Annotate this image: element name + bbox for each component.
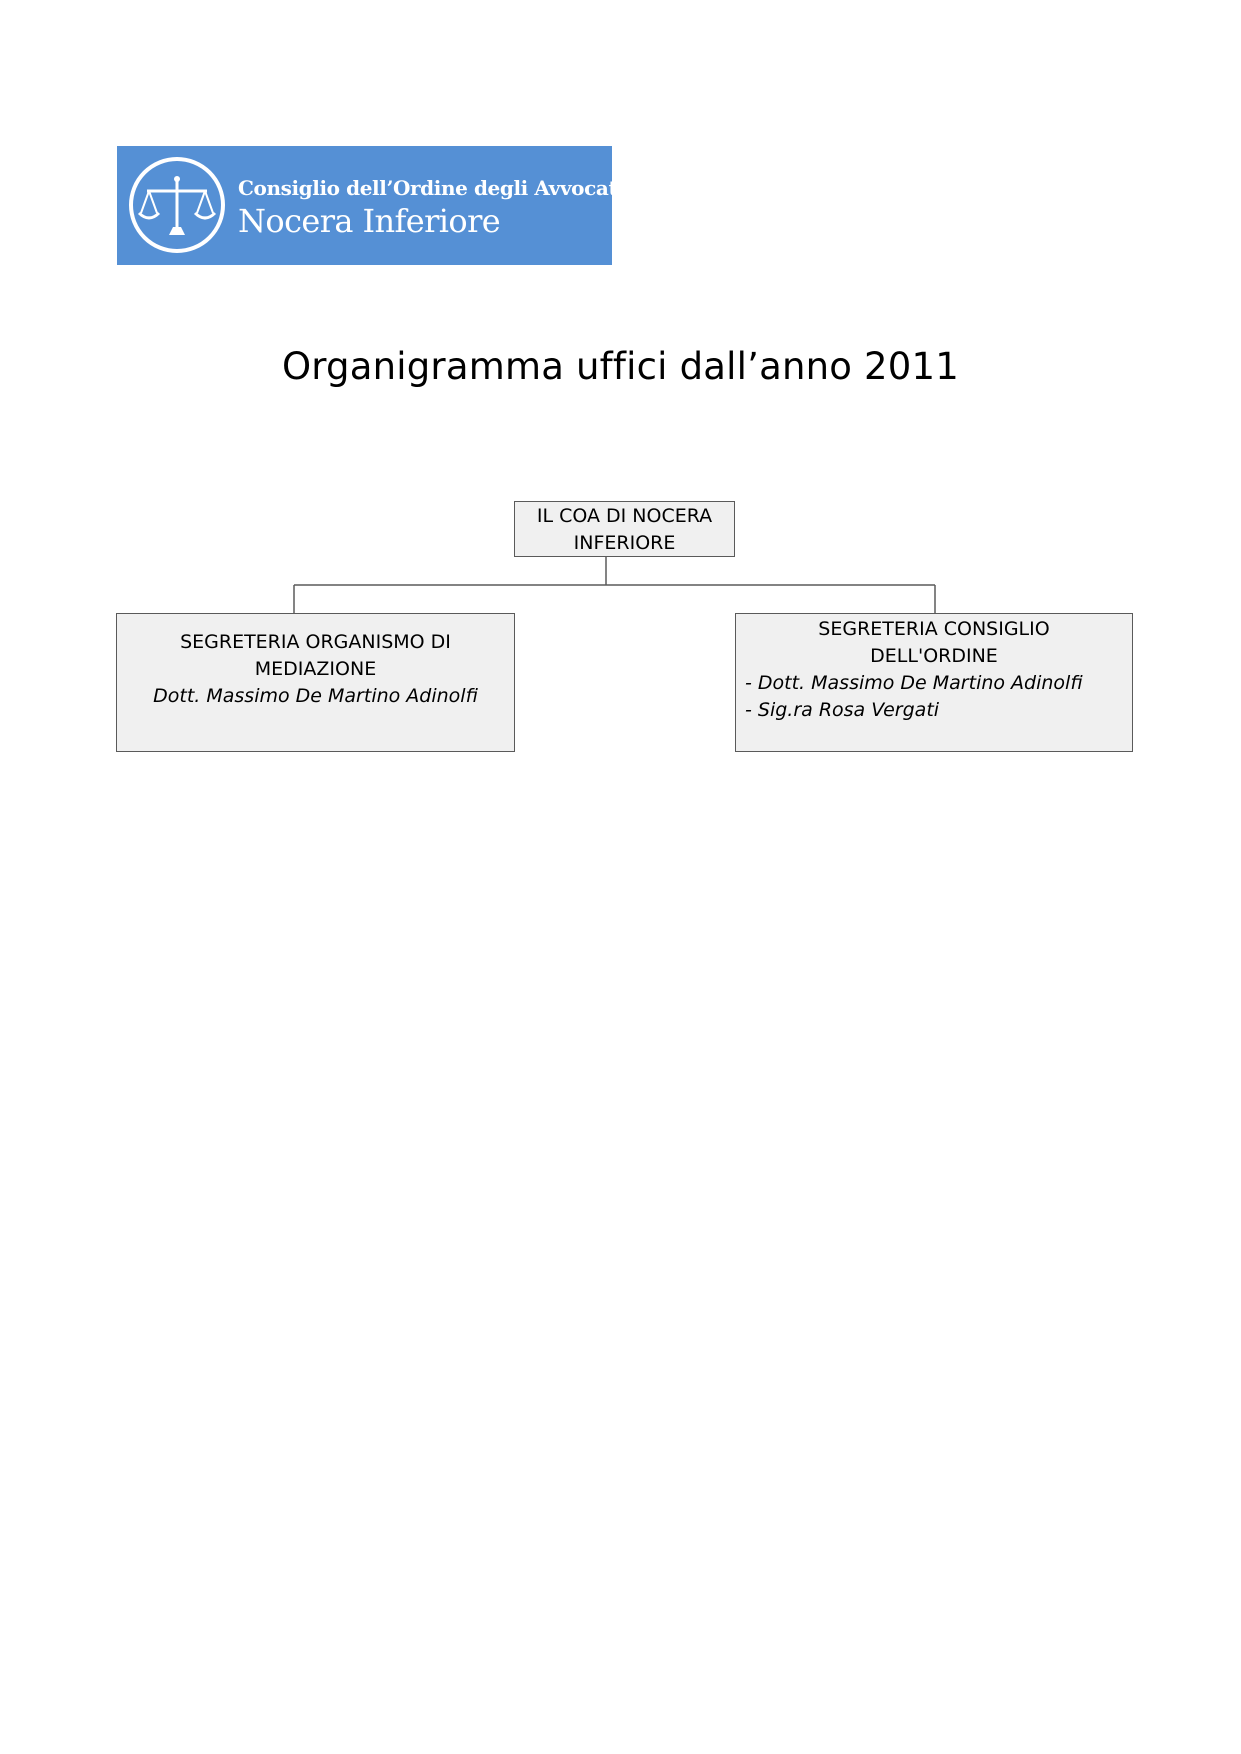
logo-council-name: Consiglio dell’Ordine degli Avvocati [238,176,625,200]
org-node-consiglio-line2: DELL'ORDINE [870,645,998,667]
logo-city-name: Nocera Inferiore [238,202,501,240]
org-node-consiglio-line1: SEGRETERIA CONSIGLIO [818,618,1050,640]
org-node-coa [514,501,735,557]
org-node-mediazione [116,613,515,752]
org-node-mediazione-line2: MEDIAZIONE [254,658,377,680]
page-title: Organigramma uffici dall’anno 2011 [281,345,960,388]
org-node-consiglio [735,613,1133,752]
org-node-coa-line2: INFERIORE [573,532,676,554]
person-name: Dott. Massimo De Martino Adinolfi [153,685,478,707]
org-node-mediazione-line1: SEGRETERIA ORGANISMO DI [180,631,451,653]
person-name: - Dott. Massimo De Martino Adinolfi [745,672,1083,694]
person-name: - Sig.ra Rosa Vergati [745,699,940,721]
org-node-coa-line1: IL COA DI NOCERA [536,505,713,527]
